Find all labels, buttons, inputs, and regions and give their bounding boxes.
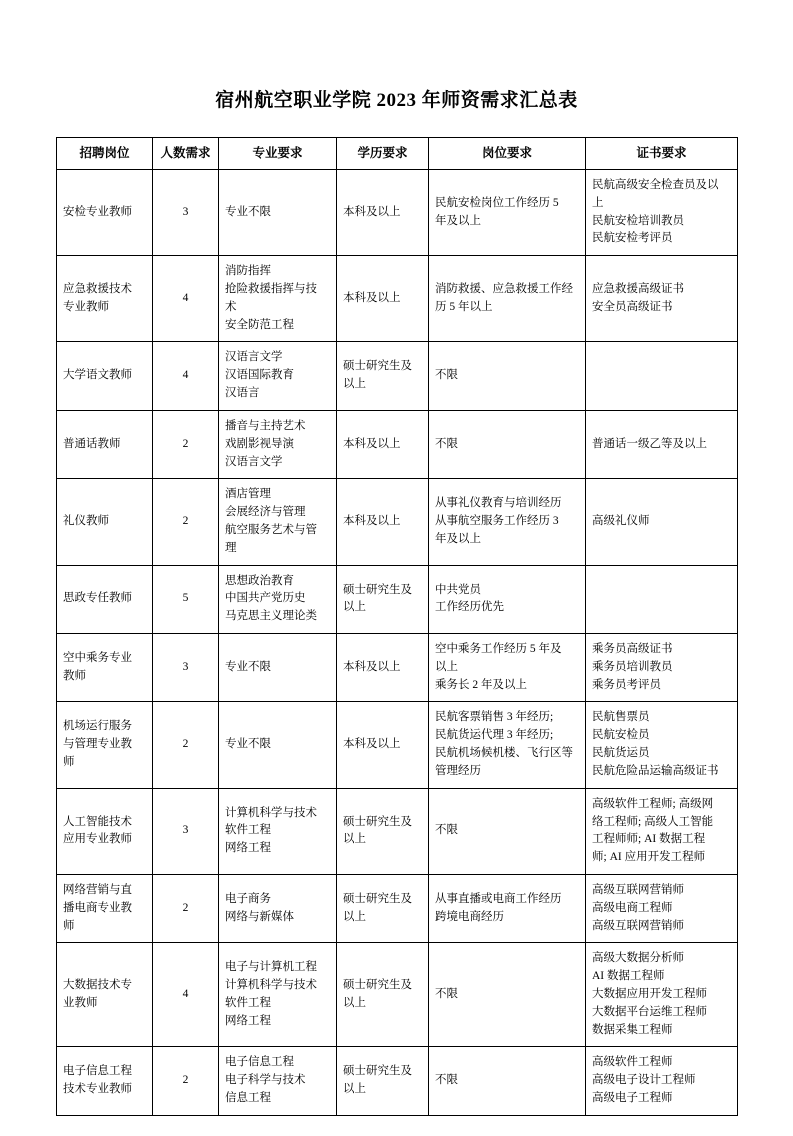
cell-post-line: 技术专业教师 <box>63 1083 132 1096</box>
cell-degree-line: 本科及以上 <box>343 205 401 218</box>
cell-duty <box>429 1047 586 1115</box>
cell-certificate-lines <box>592 177 731 248</box>
table-row <box>57 169 738 255</box>
cell-certificate-line: 高级电子工程师 <box>592 1092 673 1105</box>
cell-certificate <box>586 410 738 478</box>
cell-duty-line: 不限 <box>435 988 458 1001</box>
cell-major-lines <box>225 959 330 1030</box>
cell-major-line: 马克思主义理论类 <box>225 610 317 623</box>
cell-duty-line: 不限 <box>435 437 458 450</box>
page-title: 宿州航空职业学院 2023 年师资需求汇总表 <box>215 90 578 111</box>
cell-post-lines <box>63 590 146 608</box>
cell-headcount: 3 <box>153 169 219 255</box>
cell-degree <box>337 943 429 1047</box>
cell-certificate <box>586 874 738 942</box>
cell-major <box>219 565 337 633</box>
cell-headcount: 2 <box>153 479 219 565</box>
cell-post-line: 空中乘务专业 <box>63 651 132 664</box>
cell-degree <box>337 874 429 942</box>
cell-major-line: 安全防范工程 <box>225 318 294 331</box>
cell-major-line: 播音与主持艺术 <box>225 419 306 432</box>
column-header-post: 招聘岗位 <box>57 137 153 169</box>
cell-major-lines <box>225 204 330 222</box>
cell-duty-line: 民航货运代理 3 年经历; <box>435 729 554 742</box>
cell-duty-lines <box>435 367 579 385</box>
cell-major-line: 酒店管理 <box>225 488 271 501</box>
cell-post-lines <box>63 281 146 317</box>
cell-post-line: 与管理专业教 <box>63 738 132 751</box>
cell-major-line: 电子信息工程 <box>225 1056 294 1069</box>
cell-duty-line: 以上 <box>435 660 458 673</box>
cell-certificate-line: 数据采集工程师 <box>592 1023 673 1036</box>
cell-degree-line: 硕士研究生及 <box>343 815 412 828</box>
cell-post-line: 播电商专业教 <box>63 901 132 914</box>
cell-certificate-line: 高级电商工程师 <box>592 901 673 914</box>
cell-duty <box>429 565 586 633</box>
cell-degree-line: 以上 <box>343 996 366 1009</box>
cell-post-line: 人工智能技术 <box>63 815 132 828</box>
cell-certificate-line: 民航安检培训教员 <box>592 214 684 227</box>
column-header-headcount: 人数需求 <box>153 137 219 169</box>
cell-duty <box>429 479 586 565</box>
table-row <box>57 410 738 478</box>
cell-duty <box>429 634 586 702</box>
cell-duty-lines <box>435 641 579 694</box>
cell-certificate <box>586 1047 738 1115</box>
cell-post <box>57 342 153 410</box>
cell-certificate <box>586 634 738 702</box>
cell-degree-lines <box>343 1063 422 1099</box>
cell-major <box>219 256 337 342</box>
cell-major <box>219 634 337 702</box>
cell-certificate <box>586 943 738 1047</box>
cell-certificate-lines <box>592 1054 731 1107</box>
cell-headcount: 2 <box>153 1047 219 1115</box>
cell-duty <box>429 342 586 410</box>
cell-degree-line: 以上 <box>343 910 366 923</box>
cell-certificate-lines <box>592 281 731 317</box>
table-row <box>57 342 738 410</box>
table-row <box>57 634 738 702</box>
cell-duty <box>429 702 586 788</box>
cell-major-line: 汉语言文学 <box>225 455 283 468</box>
cell-duty-line: 历 5 年以上 <box>435 300 493 313</box>
cell-post <box>57 565 153 633</box>
cell-degree-line: 硕士研究生及 <box>343 1065 412 1078</box>
cell-degree <box>337 169 429 255</box>
cell-degree-lines <box>343 204 422 222</box>
cell-duty <box>429 874 586 942</box>
cell-post <box>57 410 153 478</box>
cell-degree <box>337 479 429 565</box>
cell-duty-line: 不限 <box>435 1074 458 1087</box>
cell-major-line: 汉语国际教育 <box>225 369 294 382</box>
cell-degree <box>337 634 429 702</box>
cell-duty-lines <box>435 436 579 454</box>
cell-certificate-line: 高级互联网营销师 <box>592 919 684 932</box>
cell-post <box>57 256 153 342</box>
cell-post-line: 网络营销与直 <box>63 883 132 896</box>
cell-degree-line: 本科及以上 <box>343 660 401 673</box>
cell-major-lines <box>225 891 330 927</box>
cell-major <box>219 169 337 255</box>
cell-duty-lines <box>435 891 579 927</box>
column-header-certificate: 证书要求 <box>586 137 738 169</box>
cell-duty <box>429 256 586 342</box>
cell-post-line: 电子信息工程 <box>63 1065 132 1078</box>
cell-degree-lines <box>343 358 422 394</box>
cell-certificate <box>586 342 738 410</box>
cell-headcount: 3 <box>153 634 219 702</box>
cell-degree-lines <box>343 513 422 531</box>
cell-certificate <box>586 479 738 565</box>
cell-major-line: 电子与计算机工程 <box>225 961 317 974</box>
cell-degree-line: 本科及以上 <box>343 515 401 528</box>
cell-certificate-line: 工程师师; AI 数据工程 <box>592 833 706 846</box>
cell-major-line: 计算机科学与技术 <box>225 979 317 992</box>
cell-duty-line: 不限 <box>435 824 458 837</box>
cell-post-lines <box>63 513 146 531</box>
cell-duty-line: 从事航空服务工作经历 3 <box>435 515 559 528</box>
cell-major-lines <box>225 736 330 754</box>
cell-degree-lines <box>343 290 422 308</box>
cell-degree-line: 硕士研究生及 <box>343 360 412 373</box>
cell-duty-line: 从事礼仪教育与培训经历 <box>435 497 562 510</box>
cell-major-line: 理 <box>225 541 237 554</box>
cell-post <box>57 788 153 874</box>
cell-post-line: 思政专任教师 <box>63 592 132 605</box>
cell-post-line: 师 <box>63 919 75 932</box>
cell-duty-line: 不限 <box>435 369 458 382</box>
cell-certificate-lines <box>592 709 731 780</box>
cell-headcount: 2 <box>153 874 219 942</box>
cell-duty-line: 空中乘务工作经历 5 年及 <box>435 643 562 656</box>
table-row <box>57 565 738 633</box>
cell-certificate-line: AI 数据工程师 <box>592 970 665 983</box>
cell-degree-line: 硕士研究生及 <box>343 583 412 596</box>
cell-post <box>57 169 153 255</box>
cell-certificate-line: 高级礼仪师 <box>592 515 650 528</box>
cell-major-line: 信息工程 <box>225 1092 271 1105</box>
cell-major-lines <box>225 1054 330 1107</box>
cell-post-line: 业教师 <box>63 996 98 1009</box>
cell-headcount: 2 <box>153 410 219 478</box>
cell-degree <box>337 410 429 478</box>
cell-certificate-line: 高级软件工程师; 高级网 <box>592 797 714 810</box>
cell-post-lines <box>63 977 146 1013</box>
cell-duty <box>429 943 586 1047</box>
cell-major-lines <box>225 418 330 471</box>
cell-major-lines <box>225 486 330 557</box>
table-body <box>57 169 738 1115</box>
cell-duty-line: 中共党员 <box>435 583 481 596</box>
cell-post-line: 应用专业教师 <box>63 833 132 846</box>
cell-major-line: 术 <box>225 300 237 313</box>
cell-degree-line: 以上 <box>343 1083 366 1096</box>
cell-post-lines <box>63 650 146 686</box>
cell-post-lines <box>63 814 146 850</box>
cell-post <box>57 1047 153 1115</box>
cell-certificate <box>586 788 738 874</box>
cell-major <box>219 342 337 410</box>
table-row <box>57 874 738 942</box>
cell-certificate-line: 民航售票员 <box>592 711 650 724</box>
cell-degree-line: 硕士研究生及 <box>343 979 412 992</box>
cell-degree-line: 本科及以上 <box>343 738 401 751</box>
cell-degree-lines <box>343 436 422 454</box>
cell-major-lines <box>225 263 330 334</box>
cell-duty-lines <box>435 822 579 840</box>
cell-certificate-line: 乘务员高级证书 <box>592 643 673 656</box>
table-row <box>57 943 738 1047</box>
cell-degree <box>337 702 429 788</box>
cell-post-lines <box>63 436 146 454</box>
cell-certificate-lines <box>592 436 731 454</box>
cell-certificate-line: 络工程师; 高级人工智能 <box>592 815 714 828</box>
cell-certificate-line: 乘务员培训教员 <box>592 660 673 673</box>
cell-duty-lines <box>435 582 579 618</box>
cell-major-line: 中国共产党历史 <box>225 592 306 605</box>
table-row <box>57 256 738 342</box>
cell-headcount: 5 <box>153 565 219 633</box>
cell-post-line: 教师 <box>63 669 86 682</box>
cell-degree <box>337 256 429 342</box>
cell-major-line: 软件工程 <box>225 996 271 1009</box>
column-header-duty: 岗位要求 <box>429 137 586 169</box>
cell-major-lines <box>225 659 330 677</box>
cell-major-line: 专业不限 <box>225 660 271 673</box>
column-header-degree: 学历要求 <box>337 137 429 169</box>
cell-certificate-line: 乘务员考评员 <box>592 678 661 691</box>
cell-certificate-line: 民航危险品运输高级证书 <box>592 764 719 777</box>
cell-major <box>219 479 337 565</box>
cell-certificate-lines <box>592 641 731 694</box>
cell-post <box>57 702 153 788</box>
cell-certificate-line: 应急救援高级证书 <box>592 283 684 296</box>
cell-degree <box>337 342 429 410</box>
cell-post-line: 大数据技术专 <box>63 979 132 992</box>
cell-certificate-line: 民航货运员 <box>592 747 650 760</box>
cell-certificate-line: 民航高级安全检查员及以 <box>592 178 719 191</box>
cell-duty-line: 乘务长 2 年及以上 <box>435 678 527 691</box>
cell-duty <box>429 410 586 478</box>
cell-duty-line: 年及以上 <box>435 214 481 227</box>
cell-headcount: 4 <box>153 256 219 342</box>
cell-degree-lines <box>343 977 422 1013</box>
cell-post-lines <box>63 204 146 222</box>
cell-duty <box>429 169 586 255</box>
cell-post <box>57 943 153 1047</box>
cell-headcount: 4 <box>153 943 219 1047</box>
cell-duty-lines <box>435 495 579 548</box>
cell-degree-lines <box>343 659 422 677</box>
cell-duty-line: 民航客票销售 3 年经历; <box>435 711 554 724</box>
cell-major-line: 专业不限 <box>225 205 271 218</box>
cell-degree-lines <box>343 814 422 850</box>
cell-major-line: 软件工程 <box>225 824 271 837</box>
cell-degree-lines <box>343 736 422 754</box>
table-header <box>57 137 738 169</box>
column-header-major: 专业要求 <box>219 137 337 169</box>
cell-post-line: 专业教师 <box>63 300 109 313</box>
cell-major <box>219 874 337 942</box>
cell-major <box>219 702 337 788</box>
cell-certificate-line: 大数据应用开发工程师 <box>592 988 707 1001</box>
cell-major <box>219 1047 337 1115</box>
cell-certificate-line: 安全员高级证书 <box>592 300 673 313</box>
cell-headcount: 3 <box>153 788 219 874</box>
cell-major-line: 汉语言文学 <box>225 351 283 364</box>
cell-degree <box>337 565 429 633</box>
cell-duty-line: 管理经历 <box>435 764 481 777</box>
cell-major-lines <box>225 805 330 858</box>
cell-certificate-line: 民航安检员 <box>592 729 650 742</box>
cell-certificate <box>586 565 738 633</box>
cell-major-line: 网络工程 <box>225 1014 271 1027</box>
cell-duty-line: 消防救援、应急救援工作经 <box>435 283 573 296</box>
cell-degree <box>337 1047 429 1115</box>
cell-certificate-lines <box>592 513 731 531</box>
cell-headcount: 4 <box>153 342 219 410</box>
cell-certificate-line: 高级大数据分析师 <box>592 952 684 965</box>
cell-duty-lines <box>435 195 579 231</box>
cell-major-line: 抢险救援指挥与技 <box>225 283 317 296</box>
cell-major-lines <box>225 573 330 626</box>
cell-degree-line: 硕士研究生及 <box>343 892 412 905</box>
cell-degree-lines <box>343 891 422 927</box>
cell-degree-lines <box>343 582 422 618</box>
cell-duty-lines <box>435 986 579 1004</box>
cell-post-line: 礼仪教师 <box>63 515 109 528</box>
cell-major-line: 航空服务艺术与管 <box>225 523 317 536</box>
cell-post-line: 安检专业教师 <box>63 205 132 218</box>
cell-certificate-lines <box>592 796 731 867</box>
cell-duty-line: 民航机场候机楼、飞行区等 <box>435 747 573 760</box>
cell-certificate-line: 高级软件工程师 <box>592 1056 673 1069</box>
cell-major-line: 网络与新媒体 <box>225 910 294 923</box>
cell-major-line: 思想政治教育 <box>225 574 294 587</box>
cell-degree <box>337 788 429 874</box>
cell-certificate <box>586 702 738 788</box>
cell-certificate-line: 高级电子设计工程师 <box>592 1074 696 1087</box>
cell-post-lines <box>63 367 146 385</box>
cell-major <box>219 943 337 1047</box>
cell-major-line: 电子商务 <box>225 892 271 905</box>
table-header-row <box>57 137 738 169</box>
cell-duty-line: 民航安检岗位工作经历 5 <box>435 196 559 209</box>
cell-headcount: 2 <box>153 702 219 788</box>
cell-major-line: 汉语言 <box>225 387 260 400</box>
cell-post-line: 机场运行服务 <box>63 720 132 733</box>
cell-certificate-lines <box>592 882 731 935</box>
cell-degree-line: 以上 <box>343 378 366 391</box>
cell-post <box>57 479 153 565</box>
teacher-requirement-table <box>56 137 738 1116</box>
cell-major-line: 专业不限 <box>225 738 271 751</box>
cell-certificate-lines <box>592 950 731 1039</box>
cell-degree-line: 以上 <box>343 833 366 846</box>
cell-degree-line: 本科及以上 <box>343 437 401 450</box>
cell-post-line: 大学语文教师 <box>63 369 132 382</box>
cell-duty-lines <box>435 709 579 780</box>
table-row <box>57 479 738 565</box>
cell-duty-line: 工作经历优先 <box>435 601 504 614</box>
cell-major <box>219 410 337 478</box>
cell-post-line: 应急救援技术 <box>63 283 132 296</box>
table-row <box>57 788 738 874</box>
cell-post <box>57 634 153 702</box>
cell-major-line: 计算机科学与技术 <box>225 806 317 819</box>
cell-post-line: 师 <box>63 756 75 768</box>
cell-major-line: 电子科学与技术 <box>225 1074 306 1087</box>
cell-major-lines <box>225 349 330 402</box>
cell-certificate <box>586 256 738 342</box>
cell-post-lines <box>63 718 146 771</box>
cell-post-lines <box>63 882 146 935</box>
cell-duty <box>429 788 586 874</box>
cell-duty-line: 从事直播或电商工作经历 <box>435 892 562 905</box>
cell-duty-line: 年及以上 <box>435 532 481 545</box>
cell-certificate-line: 高级互联网营销师 <box>592 883 684 896</box>
cell-duty-line: 跨境电商经历 <box>435 910 504 923</box>
cell-post-lines <box>63 1063 146 1099</box>
table-row <box>57 702 738 788</box>
cell-certificate-line: 普通话一级乙等及以上 <box>592 437 707 450</box>
cell-certificate-line: 大数据平台运维工程师 <box>592 1005 707 1018</box>
cell-certificate-line: 上 <box>592 196 604 209</box>
cell-certificate-line: 民航安检考评员 <box>592 232 673 245</box>
cell-degree-line: 本科及以上 <box>343 291 401 304</box>
cell-degree-line: 以上 <box>343 601 366 614</box>
cell-major-line: 消防指挥 <box>225 265 271 278</box>
cell-post <box>57 874 153 942</box>
cell-certificate-line: 师; AI 应用开发工程师 <box>592 851 706 864</box>
cell-certificate <box>586 169 738 255</box>
cell-major <box>219 788 337 874</box>
cell-post-line: 普通话教师 <box>63 437 121 450</box>
table-row <box>57 1047 738 1115</box>
cell-duty-lines <box>435 281 579 317</box>
cell-major-line: 会展经济与管理 <box>225 506 306 519</box>
cell-major-line: 戏剧影视导演 <box>225 437 294 450</box>
cell-major-line: 网络工程 <box>225 842 271 855</box>
cell-duty-lines <box>435 1072 579 1090</box>
